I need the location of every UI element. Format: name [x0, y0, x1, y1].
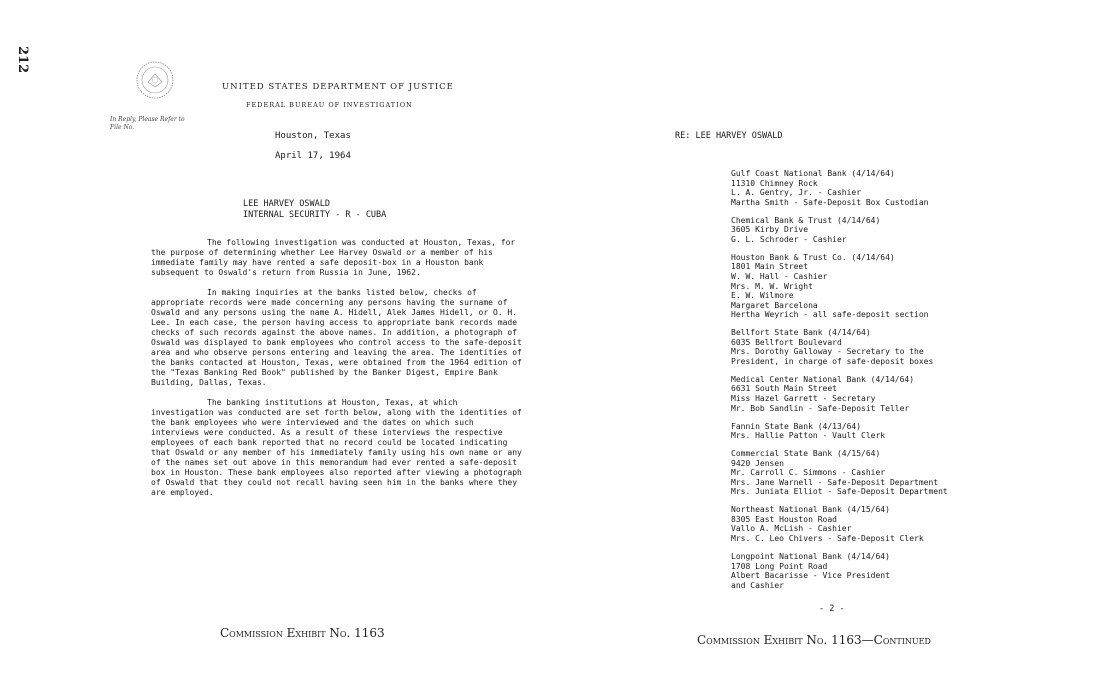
bank-name: Longpoint National Bank (4/14/64) [731, 551, 890, 561]
re-line: RE: LEE HARVEY OSWALD [675, 131, 783, 141]
bank-detail: 1708 Long Point Road [731, 561, 828, 571]
bank-name: Commercial State Bank (4/15/64) [731, 449, 881, 459]
exhibit-label: Commission Exhibit No. 1163 [220, 626, 385, 640]
bank-name: Northeast National Bank (4/15/64) [731, 505, 890, 515]
doj-seal-icon [135, 60, 175, 100]
bank-detail: Hertha Weyrich - all safe-deposit section [731, 310, 929, 320]
paragraph: The following investigation was conducted at Houston, Texas, for the purpose of determining whether Lee Harvey Oswald or a member of his immediate family may have rented a safe deposit-box in a Houston bank subsequent to Oswald's return from Russia in June, 1962. [151, 238, 516, 277]
bank-detail: Mrs. C. Leo Chivers - Safe-Deposit Clerk [731, 534, 924, 544]
letterhead-department: UNITED STATES DEPARTMENT OF JUSTICE [222, 82, 454, 92]
bank-name: Fannin State Bank (4/13/64) [731, 421, 862, 431]
bank-entry [731, 552, 1081, 590]
bank-detail: 3605 Kirby Drive [731, 225, 809, 235]
bank-detail: 6035 Bellfort Boulevard [731, 337, 842, 347]
bank-detail: Mrs. Jane Warnell - Safe-Deposit Department [731, 477, 939, 487]
bank-name: Chemical Bank & Trust (4/14/64) [731, 215, 881, 225]
bank-detail: Mrs. Juniata Elliot - Safe-Deposit Department [731, 487, 948, 497]
bank-detail: E. W. Wilmore [731, 291, 794, 301]
right-page [547, 0, 1094, 691]
page-number: 212 [15, 46, 30, 74]
bank-detail: 9420 Jensen [731, 458, 784, 468]
reply-reference-note: In Reply, Please Refer to File No. [110, 116, 185, 131]
letterhead-bureau: FEDERAL BUREAU OF INVESTIGATION [246, 101, 413, 109]
bank-detail: 6631 South Main Street [731, 384, 837, 394]
bank-list [731, 169, 1081, 599]
bank-name: Medical Center National Bank (4/14/64) [731, 374, 915, 384]
bank-entry [731, 328, 1081, 366]
place: Houston, Texas [275, 131, 351, 141]
bank-detail: L. A. Gentry, Jr. - Cashier [731, 188, 862, 198]
bank-entry [731, 169, 1081, 207]
exhibit-label: Commission Exhibit No. 1163—Continued [697, 633, 931, 647]
paragraph: The banking institutions at Houston, Texas, at which investigation was conducted are set forth below, along with the identities of the bank employees who were interviewed and the dates on which such interviews were conducted. As a result of these interviews the respective employees of each bank reported that no record could be located indicating that Oswald or any member of his immediately family using his own name or any of the names set out above in this memorandum had ever rented a safe-deposit box in Houston. These bank employees also reported after viewing a photograph of Oswald that they could not recall having seen him in the banks where they are employed. [151, 398, 522, 497]
bank-name: Houston Bank & Trust Co. (4/14/64) [731, 252, 895, 262]
bank-detail: 11310 Chimney Rock [731, 178, 818, 188]
bank-entry [731, 216, 1081, 245]
bank-detail: Mrs. Dorothy Galloway - Secretary to the [731, 347, 924, 357]
bank-detail: President, in charge of safe-deposit boxes [731, 356, 934, 366]
bank-detail: G. L. Schroder - Cashier [731, 234, 847, 244]
bank-detail: Miss Hazel Garrett - Secretary [731, 394, 876, 404]
bank-detail: Margaret Barcelona [731, 300, 818, 310]
bank-detail: Albert Bacarisse - Vice President [731, 571, 890, 581]
bank-detail: Mrs. M. W. Wright [731, 281, 813, 291]
bank-detail: and Cashier [731, 580, 784, 590]
page-footer-number: - 2 - [819, 604, 845, 614]
paragraph: In making inquiries at the banks listed below, checks of appropriate records were made concerning any persons having the surname of Oswald and any persons using the name A. Hidell, Alek James Hidell, or O. H. Lee. In each case, the person having access to appropriate bank records made checks of such records against the above names. In addition, a photograph of Oswald was displayed to bank employees who control access to the safe-deposit area and who observe persons entering and leaving the area. The identities of the banks contacted at Houston, Texas, were obtained from the 1964 edition of the "Texas Banking Red Book" published by the Banker Digest, Empire Bank Building, Dallas, Texas. [151, 288, 522, 387]
bank-entry [731, 505, 1081, 543]
bank-entry [731, 422, 1081, 441]
bank-detail: Martha Smith - Safe-Deposit Box Custodian [731, 197, 929, 207]
bank-detail: Mr. Bob Sandlin - Safe-Deposit Teller [731, 403, 910, 413]
bank-detail: Mrs. Hallie Patton - Vault Clerk [731, 431, 886, 441]
bank-entry [731, 253, 1081, 320]
subject-heading: LEE HARVEY OSWALD INTERNAL SECURITY - R - CUBA [243, 199, 387, 220]
bank-entry [731, 449, 1081, 497]
bank-detail: 1801 Main Street [731, 262, 809, 272]
bank-detail: Mr. Carroll C. Simmons - Cashier [731, 468, 886, 478]
place-date [275, 126, 351, 166]
memo-body [151, 238, 523, 508]
bank-detail: W. W. Hall - Cashier [731, 271, 828, 281]
bank-entry [731, 375, 1081, 413]
date: April 17, 1964 [275, 151, 351, 161]
bank-detail: Vallo A. McLish - Cashier [731, 524, 852, 534]
bank-name: Gulf Coast National Bank (4/14/64) [731, 169, 895, 178]
bank-name: Bellfort State Bank (4/14/64) [731, 328, 871, 338]
bank-detail: 8305 East Houston Road [731, 514, 837, 524]
